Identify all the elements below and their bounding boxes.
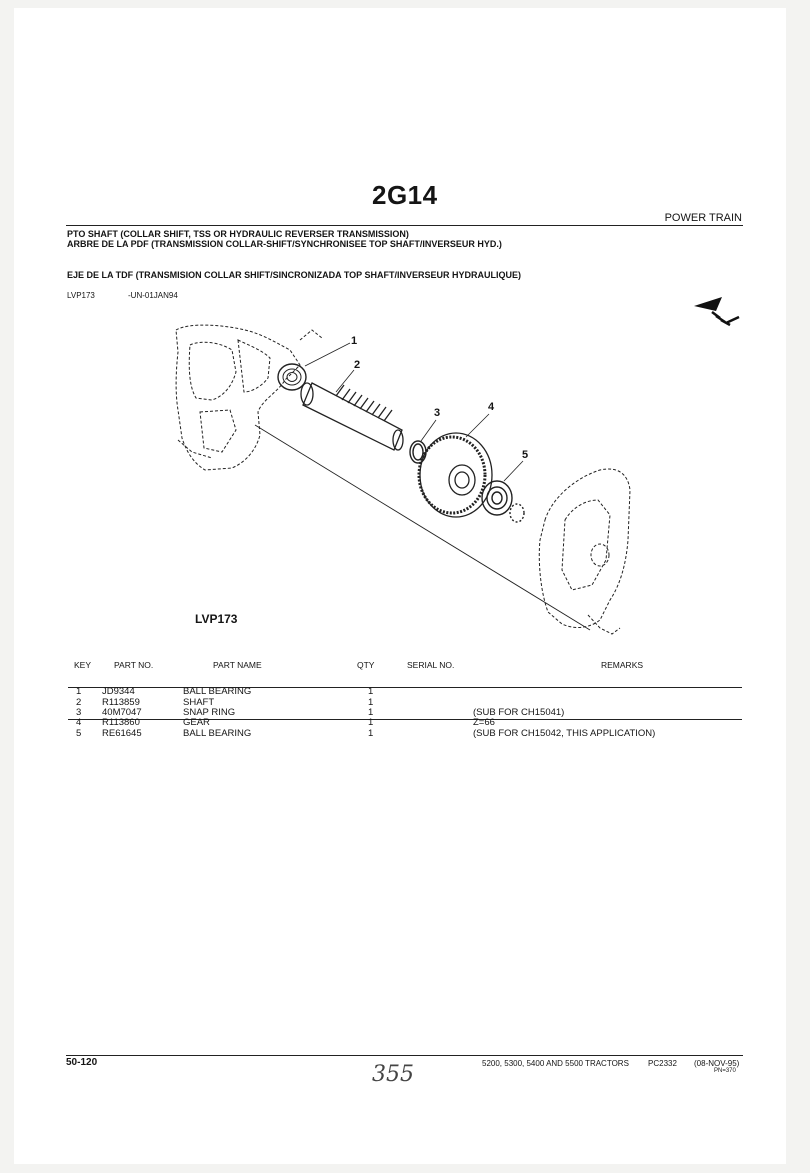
page-title: 2G14 (372, 180, 438, 210)
heading-spanish: EJE DE LA TDF (TRANSMISION COLLAR SHIFT/SINCRONIZADA TOP SHAFT/INVERSEUR HYDRAULIQUE) (67, 270, 522, 280)
row-part-no: R113859 (102, 697, 140, 708)
header-part-name: PART NAME (213, 660, 262, 670)
figure-date: -UN-01JAN94 (128, 291, 178, 300)
heading-english: PTO SHAFT (COLLAR SHIFT, TSS OR HYDRAULIC REVERSER TRANSMISSION) (67, 229, 409, 239)
figure-label: LVP173 (195, 612, 238, 626)
row-part-name: SHAFT (183, 697, 215, 708)
footer-pn: PN=370 (714, 1068, 736, 1074)
callout-4: 4 (488, 401, 495, 413)
row-qty: 1 (368, 717, 374, 728)
table-header-rule (68, 687, 742, 688)
footer-page-number: 50-120 (66, 1057, 98, 1068)
header-remarks: REMARKS (601, 660, 644, 670)
figure-ref: LVP173 (67, 291, 95, 300)
row-part-no: 40M7047 (102, 707, 142, 718)
row-qty: 1 (368, 697, 374, 708)
row-key: 4 (76, 717, 82, 728)
callout-5: 5 (522, 449, 529, 461)
section-label: POWER TRAIN (664, 212, 742, 224)
row-key: 5 (76, 728, 82, 739)
footer-catalog: PC2332 (648, 1059, 677, 1068)
heading-french: ARBRE DE LA PDF (TRANSMISSION COLLAR-SHIFT/SYNCHRONISEE TOP SHAFT/INVERSEUR HYD.) (67, 239, 502, 249)
row-qty: 1 (368, 707, 374, 718)
header-part-no: PART NO. (114, 660, 154, 670)
header-qty: QTY (357, 660, 375, 670)
row-qty: 1 (368, 686, 374, 697)
row-part-name: SNAP RING (183, 707, 236, 718)
callout-3: 3 (434, 407, 441, 419)
callout-2: 2 (354, 359, 361, 371)
header-key: KEY (74, 660, 92, 670)
row-key: 3 (76, 707, 82, 718)
row-remarks: (SUB FOR CH15042, THIS APPLICATION) (473, 728, 656, 739)
row-part-name: BALL BEARING (183, 686, 252, 697)
footer-rule (66, 1055, 743, 1056)
row-part-no: JD9344 (102, 686, 135, 697)
title-divider (66, 225, 743, 226)
row-qty: 1 (368, 728, 374, 739)
header-serial-no: SERIAL NO. (407, 660, 455, 670)
handwritten-page-number: 355 (372, 1062, 414, 1087)
table-row-rule (68, 719, 742, 720)
row-part-name: GEAR (183, 717, 210, 728)
callout-1: 1 (351, 335, 358, 347)
row-part-no: RE61645 (102, 728, 142, 739)
row-remarks: Z=66 (473, 717, 495, 728)
row-key: 2 (76, 697, 82, 708)
footer-date: (08-NOV-95) (694, 1059, 740, 1068)
footer-models: 5200, 5300, 5400 AND 5500 TRACTORS (482, 1059, 629, 1068)
row-remarks: (SUB FOR CH15041) (473, 707, 565, 718)
row-part-name: BALL BEARING (183, 728, 252, 739)
row-key: 1 (76, 686, 82, 697)
row-part-no: R113860 (102, 717, 140, 728)
